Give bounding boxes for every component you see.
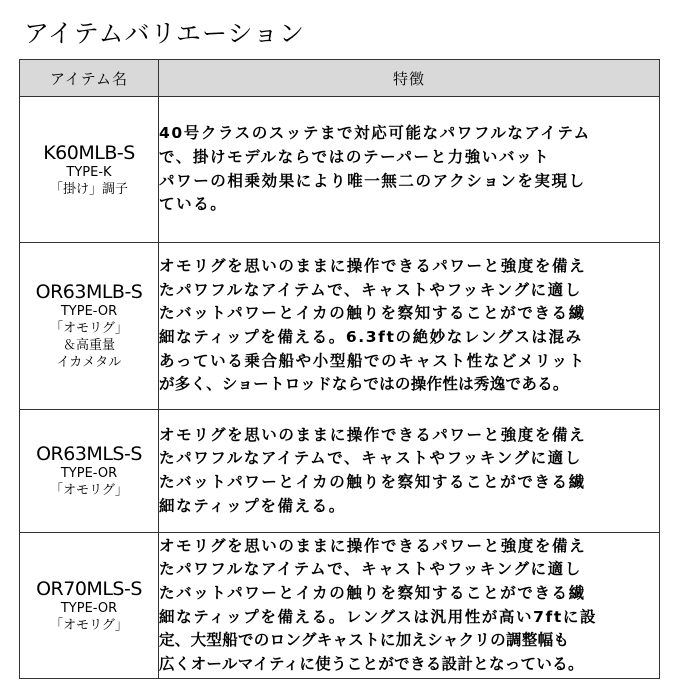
model-subtitle: 「オモリグ」	[50, 483, 128, 498]
feature-cell	[159, 410, 660, 533]
model-cell	[20, 533, 159, 679]
feature-line: あっている乗合船や小型船でのキャスト性などメリット	[159, 351, 586, 370]
table-row	[20, 410, 660, 533]
feature-line: たバットパワーとイカの触りを察知することができる繊	[159, 304, 586, 323]
model-code: OR70MLS-S	[36, 577, 142, 600]
feature-line: たバットパワーとイカの触りを察知することができる繊	[159, 583, 586, 602]
feature-cell	[159, 243, 660, 410]
model-code: K60MLB-S	[43, 141, 135, 164]
model-cell	[20, 97, 159, 243]
model-subtitle: 「オモリグ」	[50, 321, 128, 336]
model-type: TYPE-OR	[60, 600, 118, 616]
model-subtitle: ＆高重量	[62, 338, 115, 353]
model-type: TYPE-K	[66, 164, 112, 180]
feature-line: が多く、ショートロッドならではの操作性は秀逸である。	[159, 375, 569, 394]
feature-line: 細なティップを備える。レングスは汎用性が高い7ftに設	[159, 607, 598, 626]
feature-line: 広くオールマイティに使うことができる設計となっている。	[159, 654, 584, 673]
feature-line: 40号クラスのスッテまで対応可能なパワフルなアイテム	[159, 124, 591, 143]
model-type: TYPE-OR	[60, 304, 118, 319]
model-type: TYPE-OR	[60, 466, 118, 481]
feature-line: たパワフルなアイテムで、キャストやフッキングに適し	[159, 280, 582, 299]
header-feature: 特徴	[159, 60, 660, 97]
page-title: アイテムバリエーション	[24, 19, 306, 48]
model-cell	[20, 243, 159, 410]
header-item-name: アイテム名	[20, 60, 159, 97]
feature-line: パワーの相乗効果により唯一無二のアクションを実現し	[159, 171, 586, 190]
feature-cell	[159, 97, 660, 243]
model-subtitle: イカメタル	[56, 355, 122, 370]
feature-cell	[159, 533, 660, 679]
model-code: OR63MLS-S	[36, 443, 142, 465]
feature-line: オモリグを思いのままに操作できるパワーと強度を備え	[159, 257, 587, 276]
feature-line: たパワフルなアイテムで、キャストやフッキングに適し	[159, 449, 582, 468]
model-code: OR63MLB-S	[35, 281, 143, 303]
model-cell	[20, 410, 159, 533]
model-subtitle: 「オモリグ」	[50, 617, 128, 633]
table-row	[20, 533, 660, 679]
feature-line: 定、大型船でのロングキャストに加えシャクリの調整幅も	[159, 631, 570, 650]
model-subtitle: 「掛け」調子	[49, 181, 128, 197]
feature-line: で、掛けモデルならではのテーパーと力強いバット	[159, 147, 551, 166]
feature-line: 細なティップを備える。6.3ftの絶妙なレングスは混み	[159, 328, 583, 346]
feature-line: ている。	[159, 195, 228, 214]
item-variation-table	[19, 59, 660, 679]
feature-line: オモリグを思いのままに操作できるパワーと強度を備え	[159, 425, 587, 444]
table-row	[20, 97, 660, 243]
table-header-row	[20, 60, 660, 97]
feature-line: たバットパワーとイカの触りを察知することができる繊	[159, 473, 586, 491]
table-row	[20, 243, 660, 410]
feature-line: たパワフルなアイテムで、キャストやフッキングに適し	[159, 560, 582, 579]
feature-line: 細なティップを備える。	[159, 496, 346, 515]
feature-line: オモリグを思いのままに操作できるパワーと強度を備え	[159, 536, 587, 555]
